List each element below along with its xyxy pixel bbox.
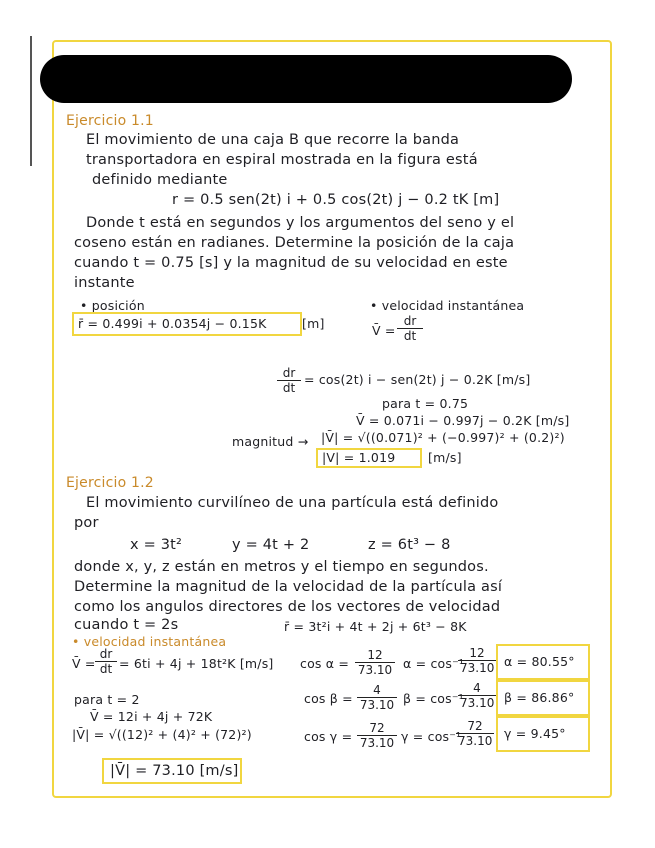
cos-gamma-num: 72 (357, 721, 397, 736)
cos-gamma-lhs: cos γ = (304, 729, 353, 744)
ex2-velocity-rhs: = 6ti + 4j + 18t²K [m/s] (119, 656, 274, 671)
ex2-text-line-5: como los angulos directores de los vectores de velocidad (74, 599, 501, 615)
ex2-para-t: para t = 2 (74, 692, 140, 707)
exercise-1-2-heading: Ejercicio 1.2 (66, 475, 154, 491)
alpha-fraction (458, 646, 496, 675)
velocity-def-den: dt (403, 329, 417, 343)
cos-beta-fraction (357, 683, 397, 712)
ex2-velocity-fraction (95, 647, 117, 676)
velocity-def-lhs: V̄ = (372, 323, 396, 338)
cos-beta-num: 4 (357, 683, 397, 698)
velocity-def-fraction (397, 314, 423, 343)
ex1-text-line-3: definido mediante (92, 172, 228, 188)
derivative-num: dr (277, 366, 301, 381)
gamma-fraction (456, 719, 494, 748)
ex2-magnitude-expression: |V̄| = √((12)² + (4)² + (72)²) (72, 727, 252, 742)
beta-result: β = 86.86° (504, 690, 575, 705)
ex2-text-line-2: por (74, 515, 99, 531)
alpha-result: α = 80.55° (504, 654, 575, 669)
beta-lhs: β = cos⁻¹ (403, 691, 464, 706)
ex2-text-line-4: Determine la magnitud de la velocidad de la partícula así (74, 579, 503, 595)
velocity-def-num: dr (397, 314, 423, 329)
redaction-bar (40, 55, 572, 103)
alpha-den: 73.10 (460, 661, 495, 675)
magnitude-unit: [m/s] (428, 450, 462, 465)
ex2-z-equation: z = 6t³ − 8 (368, 537, 451, 553)
gamma-num: 72 (456, 719, 494, 734)
beta-fraction (458, 681, 496, 710)
ex2-velocity-label: • velocidad instantánea (72, 634, 227, 649)
cos-beta-lhs: cos β = (304, 691, 353, 706)
cos-alpha-den: 73.10 (357, 663, 393, 677)
cos-beta-den: 73.10 (359, 698, 395, 712)
ex2-velocity-lhs: V̄ = (72, 656, 96, 671)
ex1-text-line-5: coseno están en radianes. Determine la posición de la caja (74, 235, 515, 251)
position-unit: [m] (302, 316, 325, 331)
alpha-num: 12 (458, 646, 496, 661)
exercise-1-1-heading: Ejercicio 1.1 (66, 113, 154, 129)
ex2-magnitude-result: |V̄| = 73.10 [m/s] (110, 763, 239, 779)
beta-den: 73.10 (460, 696, 495, 710)
position-label: • posición (80, 298, 145, 313)
margin-line (30, 36, 32, 166)
ex2-velocity-den: dt (99, 662, 113, 676)
ex1-text-line-2: transportadora en espiral mostrada en la figura está (86, 152, 478, 168)
ex2-velocity-evaluated: V̄ = 12i + 4j + 72K (90, 709, 213, 724)
derivative-expression: = cos(2t) i − sen(2t) j − 0.2K [m/s] (304, 372, 531, 387)
magnitude-result: |V| = 1.019 (322, 450, 396, 465)
ex2-y-equation: y = 4t + 2 (232, 537, 310, 553)
derivative-den: dt (282, 381, 296, 395)
ex1-para-t: para t = 0.75 (382, 396, 469, 411)
ex1-text-line-6: cuando t = 0.75 [s] y la magnitud de su velocidad en este (74, 255, 508, 271)
ex1-text-line-7: instante (74, 275, 135, 291)
ex2-x-equation: x = 3t² (130, 537, 183, 553)
cos-alpha-fraction (355, 648, 395, 677)
gamma-den: 73.10 (458, 734, 493, 748)
ex2-position-vector: r̄ = 3t²i + 4t + 2j + 6t³ − 8K (284, 619, 467, 634)
ex1-position-equation: r = 0.5 sen(2t) i + 0.5 cos(2t) j − 0.2 tK [m] (172, 192, 500, 208)
derivative-fraction (277, 366, 301, 395)
gamma-lhs: γ = cos⁻¹ (401, 729, 462, 744)
ex2-velocity-num: dr (95, 647, 117, 662)
velocity-label: • velocidad instantánea (370, 298, 525, 313)
gamma-result: γ = 9.45° (504, 726, 566, 741)
cos-alpha-lhs: cos α = (300, 656, 350, 671)
ex1-text-line-4: Donde t está en segundos y los argumentos del seno y el (86, 215, 515, 231)
ex2-text-line-1: El movimiento curvilíneo de una partícula está definido (86, 495, 499, 511)
ex1-velocity-evaluated: V̄ = 0.071i − 0.997j − 0.2K [m/s] (356, 413, 570, 428)
beta-num: 4 (458, 681, 496, 696)
cos-alpha-num: 12 (355, 648, 395, 663)
ex2-text-line-3: donde x, y, z están en metros y el tiempo en segundos. (74, 559, 489, 575)
cos-gamma-fraction (357, 721, 397, 750)
magnitude-expression: |V̄| = √((0.071)² + (−0.997)² + (0.2)²) (321, 430, 565, 445)
position-result: r̄ = 0.499i + 0.0354j − 0.15K (78, 316, 267, 331)
cos-gamma-den: 73.10 (359, 736, 395, 750)
alpha-lhs: α = cos⁻¹ (403, 656, 465, 671)
ex1-text-line-1: El movimiento de una caja B que recorre la banda (86, 132, 460, 148)
ex2-text-line-6: cuando t = 2s (74, 617, 179, 633)
magnitude-label: magnitud → (232, 434, 309, 449)
